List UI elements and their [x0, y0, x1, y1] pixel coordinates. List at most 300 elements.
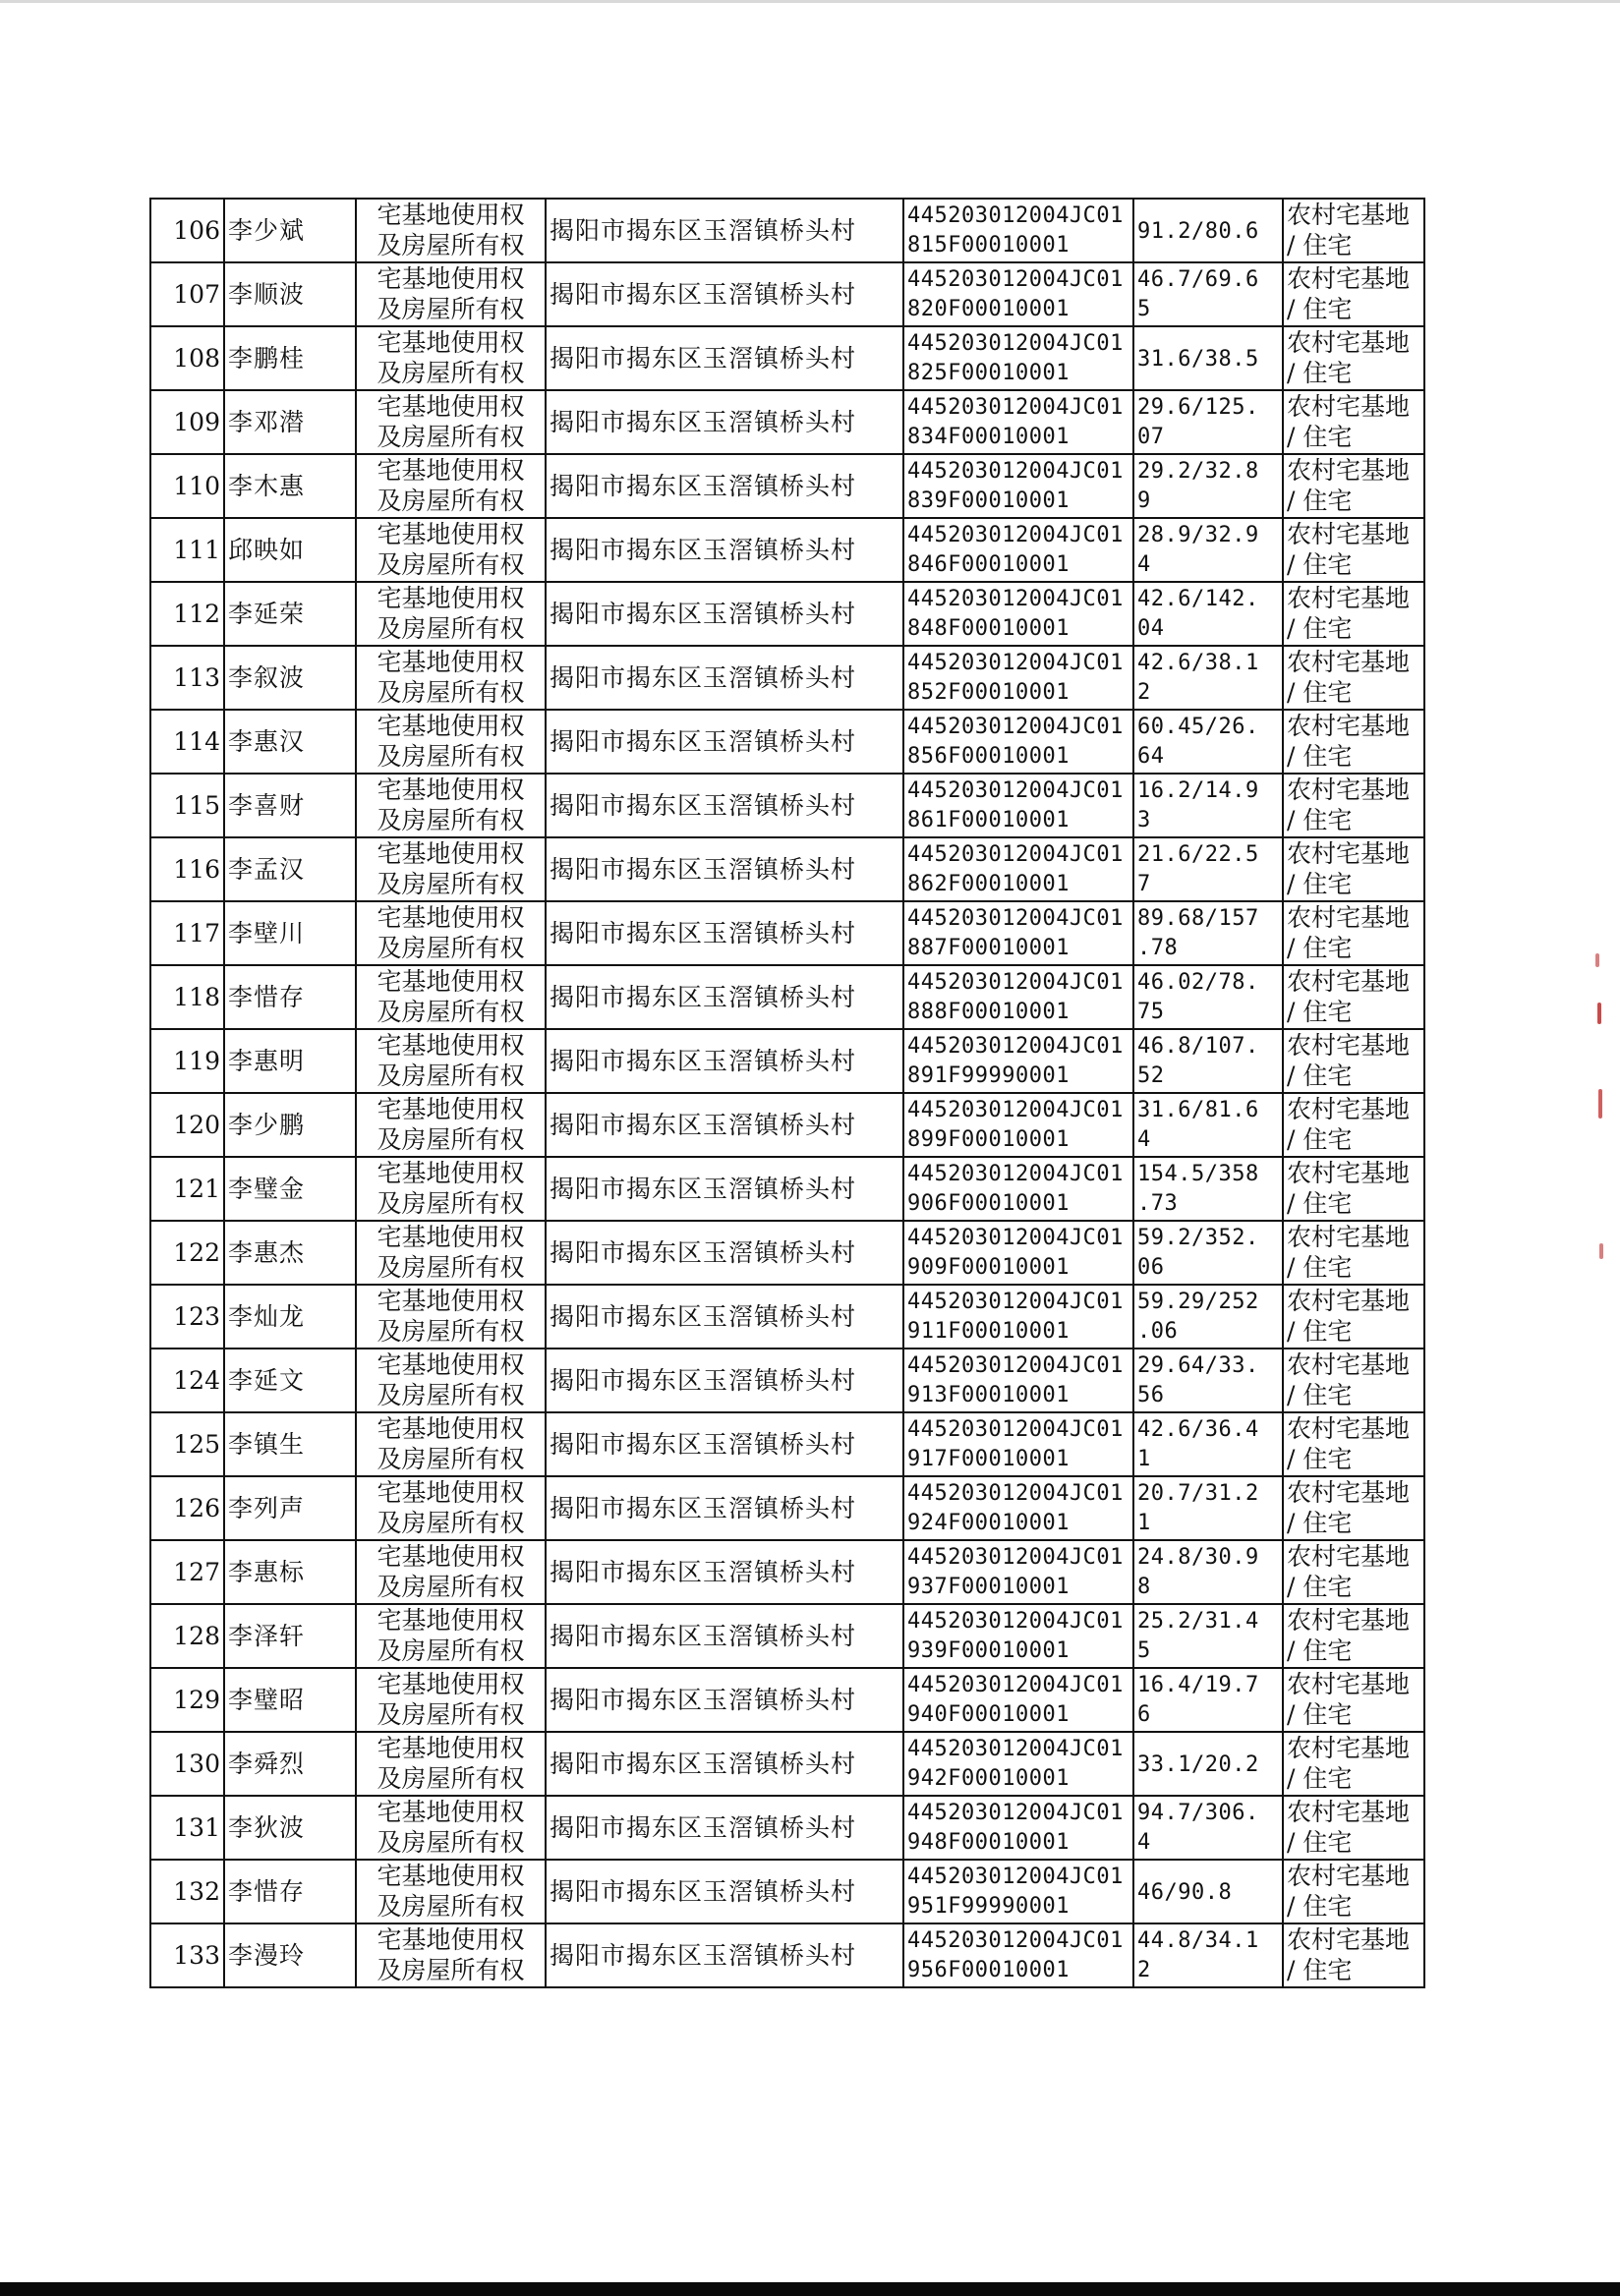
record-number-cell: 116 — [150, 837, 224, 901]
unit-code-line: 445203012004JC01 — [907, 1673, 1124, 1697]
area-cell — [1133, 1285, 1283, 1349]
area-line: 07 — [1137, 425, 1165, 449]
area-line: 59.2/352. — [1137, 1226, 1259, 1250]
area-cell — [1133, 326, 1283, 390]
area-line: 4 — [1137, 1127, 1151, 1152]
unit-code-line: 820F00010001 — [907, 297, 1070, 321]
right-type-line: 及房屋所有权 — [376, 423, 525, 451]
area-line: 4 — [1137, 1830, 1151, 1855]
land-use-line: 农村宅基地 — [1287, 1478, 1411, 1507]
land-use-cell — [1283, 454, 1424, 518]
right-type-line: 宅基地使用权 — [376, 1031, 525, 1060]
table-row — [150, 1349, 1424, 1412]
land-use-line: 农村宅基地 — [1287, 1734, 1411, 1762]
unit-code-line: 445203012004JC01 — [907, 331, 1124, 356]
land-use-cell — [1283, 1349, 1424, 1412]
table-row — [150, 262, 1424, 326]
unit-code-line: 445203012004JC01 — [907, 1226, 1124, 1250]
land-use-line: / 住宅 — [1287, 1636, 1353, 1665]
right-type-cell — [356, 1796, 546, 1860]
holder-name-cell: 李木惠 — [224, 454, 356, 518]
holder-name-cell: 李少鹏 — [224, 1093, 356, 1157]
unit-code-cell — [903, 901, 1133, 965]
right-type-cell — [356, 199, 546, 262]
holder-name-cell: 李延荣 — [224, 582, 356, 646]
right-type-line: 宅基地使用权 — [376, 775, 525, 804]
location-cell: 揭阳市揭东区玉滘镇桥头村 — [546, 1668, 903, 1732]
holder-name-cell: 李孟汉 — [224, 837, 356, 901]
right-type-cell — [356, 1285, 546, 1349]
land-use-cell — [1283, 1476, 1424, 1540]
unit-code-cell — [903, 1604, 1133, 1668]
land-use-line: / 住宅 — [1287, 1125, 1353, 1154]
table-row — [150, 326, 1424, 390]
land-use-line: / 住宅 — [1287, 295, 1353, 323]
location-cell: 揭阳市揭东区玉滘镇桥头村 — [546, 1093, 903, 1157]
right-type-line: 宅基地使用权 — [376, 1350, 525, 1379]
area-line: 2 — [1137, 680, 1151, 705]
land-use-cell — [1283, 390, 1424, 454]
land-use-cell — [1283, 1093, 1424, 1157]
right-type-cell — [356, 1093, 546, 1157]
area-line: 20.7/31.2 — [1137, 1481, 1259, 1506]
unit-code-line: 445203012004JC01 — [907, 715, 1124, 739]
land-use-line: 农村宅基地 — [1287, 392, 1411, 421]
unit-code-line: 834F00010001 — [907, 425, 1070, 449]
right-type-cell — [356, 1923, 546, 1987]
right-type-line: 及房屋所有权 — [376, 934, 525, 962]
right-type-cell — [356, 1860, 546, 1923]
land-use-line: / 住宅 — [1287, 1573, 1353, 1601]
table-row — [150, 1285, 1424, 1349]
area-cell — [1133, 582, 1283, 646]
unit-code-line: 445203012004JC01 — [907, 267, 1124, 292]
location-cell: 揭阳市揭东区玉滘镇桥头村 — [546, 1221, 903, 1285]
table-row — [150, 1412, 1424, 1476]
unit-code-line: 911F00010001 — [907, 1319, 1070, 1344]
location-cell: 揭阳市揭东区玉滘镇桥头村 — [546, 199, 903, 262]
right-type-cell — [356, 774, 546, 837]
right-type-cell — [356, 1029, 546, 1093]
holder-name-cell: 邱映如 — [224, 518, 356, 582]
area-cell — [1133, 1349, 1283, 1412]
land-use-line: / 住宅 — [1287, 1381, 1353, 1409]
unit-code-cell — [903, 1860, 1133, 1923]
right-type-line: 宅基地使用权 — [376, 1670, 525, 1698]
unit-code-line: 939F00010001 — [907, 1638, 1070, 1663]
area-line: 56 — [1137, 1383, 1165, 1407]
table-row — [150, 390, 1424, 454]
holder-name-cell: 李叙波 — [224, 646, 356, 710]
land-use-line: 农村宅基地 — [1287, 584, 1411, 612]
area-cell — [1133, 262, 1283, 326]
land-use-line: / 住宅 — [1287, 998, 1353, 1026]
holder-name-cell: 李邓潜 — [224, 390, 356, 454]
unit-code-cell — [903, 1285, 1133, 1349]
table-row — [150, 710, 1424, 774]
unit-code-cell — [903, 1540, 1133, 1604]
table-row — [150, 1029, 1424, 1093]
unit-code-line: 445203012004JC01 — [907, 1098, 1124, 1122]
stamp-mark — [1599, 1243, 1603, 1259]
land-use-cell — [1283, 582, 1424, 646]
record-number-cell: 115 — [150, 774, 224, 837]
location-cell: 揭阳市揭东区玉滘镇桥头村 — [546, 1923, 903, 1987]
unit-code-line: 917F00010001 — [907, 1447, 1070, 1471]
area-line: 9 — [1137, 488, 1151, 513]
record-number-cell: 131 — [150, 1796, 224, 1860]
record-number-cell: 118 — [150, 965, 224, 1029]
land-use-line: 农村宅基地 — [1287, 1223, 1411, 1251]
land-use-line: / 住宅 — [1287, 806, 1353, 834]
right-type-line: 宅基地使用权 — [376, 264, 525, 293]
area-line: 3 — [1137, 808, 1151, 832]
location-cell: 揭阳市揭东区玉滘镇桥头村 — [546, 454, 903, 518]
right-type-line: 及房屋所有权 — [376, 1509, 525, 1537]
land-use-line: 农村宅基地 — [1287, 1414, 1411, 1443]
unit-code-cell — [903, 1923, 1133, 1987]
table-row — [150, 1796, 1424, 1860]
area-line: 29.2/32.8 — [1137, 459, 1259, 484]
unit-code-cell — [903, 390, 1133, 454]
unit-code-line: 445203012004JC01 — [907, 1034, 1124, 1059]
location-cell: 揭阳市揭东区玉滘镇桥头村 — [546, 646, 903, 710]
right-type-line: 及房屋所有权 — [376, 1317, 525, 1346]
unit-code-line: 445203012004JC01 — [907, 1928, 1124, 1953]
right-type-line: 及房屋所有权 — [376, 1381, 525, 1409]
right-type-line: 及房屋所有权 — [376, 550, 525, 579]
right-type-line: 及房屋所有权 — [376, 487, 525, 515]
right-type-cell — [356, 1412, 546, 1476]
right-type-line: 及房屋所有权 — [376, 1062, 525, 1090]
table-row — [150, 1604, 1424, 1668]
right-type-cell — [356, 1604, 546, 1668]
right-type-line: 宅基地使用权 — [376, 520, 525, 548]
right-type-line: 及房屋所有权 — [376, 806, 525, 834]
record-number-cell: 110 — [150, 454, 224, 518]
record-number-cell: 117 — [150, 901, 224, 965]
land-use-cell — [1283, 326, 1424, 390]
unit-code-line: 445203012004JC01 — [907, 906, 1124, 931]
holder-name-cell: 李延文 — [224, 1349, 356, 1412]
land-use-line: / 住宅 — [1287, 1700, 1353, 1729]
land-use-line: / 住宅 — [1287, 1892, 1353, 1921]
record-number-cell: 124 — [150, 1349, 224, 1412]
right-type-cell — [356, 454, 546, 518]
location-cell: 揭阳市揭东区玉滘镇桥头村 — [546, 518, 903, 582]
area-cell — [1133, 518, 1283, 582]
area-line: 29.64/33. — [1137, 1353, 1259, 1378]
right-type-line: 宅基地使用权 — [376, 201, 525, 229]
unit-code-line: 862F00010001 — [907, 872, 1070, 896]
unit-code-cell — [903, 1221, 1133, 1285]
record-number-cell: 130 — [150, 1732, 224, 1796]
unit-code-cell — [903, 1157, 1133, 1221]
right-type-line: 及房屋所有权 — [376, 1125, 525, 1154]
table-row — [150, 1668, 1424, 1732]
land-use-line: 农村宅基地 — [1287, 328, 1411, 357]
record-number-cell: 127 — [150, 1540, 224, 1604]
unit-code-cell — [903, 1412, 1133, 1476]
land-use-cell — [1283, 1923, 1424, 1987]
area-line: 42.6/36.4 — [1137, 1417, 1259, 1442]
land-use-line: 农村宅基地 — [1287, 967, 1411, 996]
holder-name-cell: 李惠汉 — [224, 710, 356, 774]
record-number-cell: 132 — [150, 1860, 224, 1923]
location-cell: 揭阳市揭东区玉滘镇桥头村 — [546, 710, 903, 774]
holder-name-cell: 李璧金 — [224, 1157, 356, 1221]
unit-code-line: 846F00010001 — [907, 552, 1070, 577]
right-type-line: 宅基地使用权 — [376, 967, 525, 996]
record-number-cell: 111 — [150, 518, 224, 582]
unit-code-line: 445203012004JC01 — [907, 1290, 1124, 1314]
record-number-cell: 120 — [150, 1093, 224, 1157]
table-row — [150, 199, 1424, 262]
holder-name-cell: 李镇生 — [224, 1412, 356, 1476]
land-use-line: / 住宅 — [1287, 1062, 1353, 1090]
unit-code-line: 839F00010001 — [907, 488, 1070, 513]
unit-code-line: 913F00010001 — [907, 1383, 1070, 1407]
right-type-line: 宅基地使用权 — [376, 1414, 525, 1443]
land-use-cell — [1283, 774, 1424, 837]
area-line: 91.2/80.6 — [1137, 218, 1259, 244]
right-type-cell — [356, 1476, 546, 1540]
area-line: 31.6/81.6 — [1137, 1098, 1259, 1122]
holder-name-cell: 李漫玲 — [224, 1923, 356, 1987]
land-use-line: / 住宅 — [1287, 359, 1353, 387]
table-row — [150, 965, 1424, 1029]
unit-code-line: 899F00010001 — [907, 1127, 1070, 1152]
right-type-line: 宅基地使用权 — [376, 328, 525, 357]
unit-code-cell — [903, 1732, 1133, 1796]
area-line: 28.9/32.9 — [1137, 523, 1259, 547]
area-line: 25.2/31.4 — [1137, 1609, 1259, 1634]
area-line: 154.5/358 — [1137, 1162, 1259, 1186]
area-cell — [1133, 710, 1283, 774]
right-type-line: 宅基地使用权 — [376, 1223, 525, 1251]
unit-code-line: 852F00010001 — [907, 680, 1070, 705]
land-use-cell — [1283, 262, 1424, 326]
right-type-cell — [356, 262, 546, 326]
right-type-cell — [356, 1349, 546, 1412]
holder-name-cell: 李顺波 — [224, 262, 356, 326]
right-type-line: 及房屋所有权 — [376, 742, 525, 771]
land-use-cell — [1283, 837, 1424, 901]
unit-code-cell — [903, 710, 1133, 774]
unit-code-cell — [903, 518, 1133, 582]
unit-code-line: 445203012004JC01 — [907, 778, 1124, 803]
area-line: .73 — [1137, 1191, 1179, 1216]
right-type-line: 及房屋所有权 — [376, 295, 525, 323]
area-cell — [1133, 1029, 1283, 1093]
location-cell: 揭阳市揭东区玉滘镇桥头村 — [546, 1285, 903, 1349]
unit-code-cell — [903, 582, 1133, 646]
land-use-cell — [1283, 199, 1424, 262]
right-type-line: 宅基地使用权 — [376, 456, 525, 485]
stamp-mark — [1597, 1003, 1601, 1024]
location-cell: 揭阳市揭东区玉滘镇桥头村 — [546, 1349, 903, 1412]
land-use-line: 农村宅基地 — [1287, 712, 1411, 740]
area-cell — [1133, 1668, 1283, 1732]
unit-code-line: 445203012004JC01 — [907, 459, 1124, 484]
area-line: 6 — [1137, 1702, 1151, 1727]
unit-code-line: 445203012004JC01 — [907, 651, 1124, 675]
area-cell — [1133, 1540, 1283, 1604]
location-cell: 揭阳市揭东区玉滘镇桥头村 — [546, 326, 903, 390]
land-use-line: 农村宅基地 — [1287, 839, 1411, 868]
land-use-cell — [1283, 1860, 1424, 1923]
right-type-line: 宅基地使用权 — [376, 1798, 525, 1826]
unit-code-cell — [903, 965, 1133, 1029]
holder-name-cell: 李少斌 — [224, 199, 356, 262]
table-row — [150, 901, 1424, 965]
unit-code-line: 445203012004JC01 — [907, 395, 1124, 420]
land-use-line: 农村宅基地 — [1287, 1350, 1411, 1379]
holder-name-cell: 李惜存 — [224, 1860, 356, 1923]
holder-name-cell: 李璧昭 — [224, 1668, 356, 1732]
record-number-cell: 113 — [150, 646, 224, 710]
land-use-cell — [1283, 1668, 1424, 1732]
right-type-line: 宅基地使用权 — [376, 839, 525, 868]
land-use-cell — [1283, 710, 1424, 774]
unit-code-line: 445203012004JC01 — [907, 1545, 1124, 1570]
land-use-line: 农村宅基地 — [1287, 520, 1411, 548]
area-cell — [1133, 774, 1283, 837]
area-line: 46/90.8 — [1137, 1879, 1233, 1905]
right-type-line: 宅基地使用权 — [376, 1734, 525, 1762]
area-cell — [1133, 199, 1283, 262]
area-line: 5 — [1137, 1638, 1151, 1663]
area-cell — [1133, 1157, 1283, 1221]
area-line: 59.29/252 — [1137, 1290, 1259, 1314]
table-row — [150, 1860, 1424, 1923]
record-number-cell: 106 — [150, 199, 224, 262]
holder-name-cell: 李惠明 — [224, 1029, 356, 1093]
table-row — [150, 518, 1424, 582]
right-type-cell — [356, 1221, 546, 1285]
record-number-cell: 119 — [150, 1029, 224, 1093]
right-type-line: 宅基地使用权 — [376, 903, 525, 932]
right-type-cell — [356, 837, 546, 901]
table-row — [150, 1540, 1424, 1604]
area-cell — [1133, 1796, 1283, 1860]
unit-code-line: 445203012004JC01 — [907, 587, 1124, 611]
right-type-cell — [356, 1157, 546, 1221]
unit-code-line: 445203012004JC01 — [907, 1737, 1124, 1761]
right-type-line: 宅基地使用权 — [376, 392, 525, 421]
table-row — [150, 837, 1424, 901]
land-use-line: / 住宅 — [1287, 1828, 1353, 1857]
record-number-cell: 126 — [150, 1476, 224, 1540]
land-use-line: 农村宅基地 — [1287, 456, 1411, 485]
land-use-line: 农村宅基地 — [1287, 1159, 1411, 1187]
land-use-line: 农村宅基地 — [1287, 648, 1411, 676]
area-line: 89.68/157 — [1137, 906, 1259, 931]
unit-code-cell — [903, 1476, 1133, 1540]
land-use-cell — [1283, 1796, 1424, 1860]
land-use-cell — [1283, 901, 1424, 965]
table-row — [150, 1157, 1424, 1221]
right-type-cell — [356, 1540, 546, 1604]
unit-code-line: 906F00010001 — [907, 1191, 1070, 1216]
area-line: 75 — [1137, 1000, 1165, 1024]
area-line: 4 — [1137, 552, 1151, 577]
area-line: 31.6/38.5 — [1137, 346, 1259, 372]
location-cell: 揭阳市揭东区玉滘镇桥头村 — [546, 1476, 903, 1540]
unit-code-line: 942F00010001 — [907, 1766, 1070, 1791]
land-rights-register-table — [149, 198, 1425, 1988]
land-use-line: 农村宅基地 — [1287, 1542, 1411, 1571]
holder-name-cell: 李鹏桂 — [224, 326, 356, 390]
register-body — [150, 199, 1424, 1987]
area-line: 06 — [1137, 1255, 1165, 1280]
location-cell: 揭阳市揭东区玉滘镇桥头村 — [546, 1796, 903, 1860]
area-cell — [1133, 1732, 1283, 1796]
record-number-cell: 128 — [150, 1604, 224, 1668]
area-line: 24.8/30.9 — [1137, 1545, 1259, 1570]
location-cell: 揭阳市揭东区玉滘镇桥头村 — [546, 1604, 903, 1668]
area-line: 52 — [1137, 1063, 1165, 1088]
right-type-line: 宅基地使用权 — [376, 1159, 525, 1187]
table-row — [150, 1221, 1424, 1285]
land-use-line: 农村宅基地 — [1287, 201, 1411, 229]
land-use-line: / 住宅 — [1287, 1445, 1353, 1473]
area-cell — [1133, 1093, 1283, 1157]
area-cell — [1133, 1476, 1283, 1540]
area-line: .78 — [1137, 936, 1179, 960]
record-number-cell: 122 — [150, 1221, 224, 1285]
unit-code-line: 888F00010001 — [907, 1000, 1070, 1024]
right-type-line: 及房屋所有权 — [376, 1445, 525, 1473]
unit-code-line: 445203012004JC01 — [907, 970, 1124, 995]
area-line: 16.2/14.9 — [1137, 778, 1259, 803]
land-use-line: / 住宅 — [1287, 1317, 1353, 1346]
location-cell: 揭阳市揭东区玉滘镇桥头村 — [546, 837, 903, 901]
unit-code-cell — [903, 1029, 1133, 1093]
unit-code-cell — [903, 1093, 1133, 1157]
table-row — [150, 582, 1424, 646]
holder-name-cell: 李惠标 — [224, 1540, 356, 1604]
area-cell — [1133, 1923, 1283, 1987]
right-type-line: 及房屋所有权 — [376, 998, 525, 1026]
holder-name-cell: 李泽轩 — [224, 1604, 356, 1668]
area-line: 04 — [1137, 616, 1165, 641]
land-use-line: 农村宅基地 — [1287, 1798, 1411, 1826]
right-type-line: 宅基地使用权 — [376, 1925, 525, 1954]
right-type-line: 宅基地使用权 — [376, 712, 525, 740]
unit-code-cell — [903, 1796, 1133, 1860]
holder-name-cell: 李惜存 — [224, 965, 356, 1029]
holder-name-cell: 李灿龙 — [224, 1285, 356, 1349]
area-line: 8 — [1137, 1575, 1151, 1599]
table-row — [150, 1476, 1424, 1540]
right-type-line: 及房屋所有权 — [376, 1700, 525, 1729]
area-line: 1 — [1137, 1511, 1151, 1535]
unit-code-line: 445203012004JC01 — [907, 523, 1124, 547]
holder-name-cell: 李列声 — [224, 1476, 356, 1540]
location-cell: 揭阳市揭东区玉滘镇桥头村 — [546, 1412, 903, 1476]
land-use-line: / 住宅 — [1287, 1189, 1353, 1218]
right-type-line: 宅基地使用权 — [376, 648, 525, 676]
land-use-line: / 住宅 — [1287, 1956, 1353, 1984]
land-use-line: / 住宅 — [1287, 934, 1353, 962]
location-cell: 揭阳市揭东区玉滘镇桥头村 — [546, 1540, 903, 1604]
unit-code-line: 940F00010001 — [907, 1702, 1070, 1727]
location-cell: 揭阳市揭东区玉滘镇桥头村 — [546, 1860, 903, 1923]
location-cell: 揭阳市揭东区玉滘镇桥头村 — [546, 1157, 903, 1221]
unit-code-cell — [903, 199, 1133, 262]
area-line: 94.7/306. — [1137, 1801, 1259, 1825]
